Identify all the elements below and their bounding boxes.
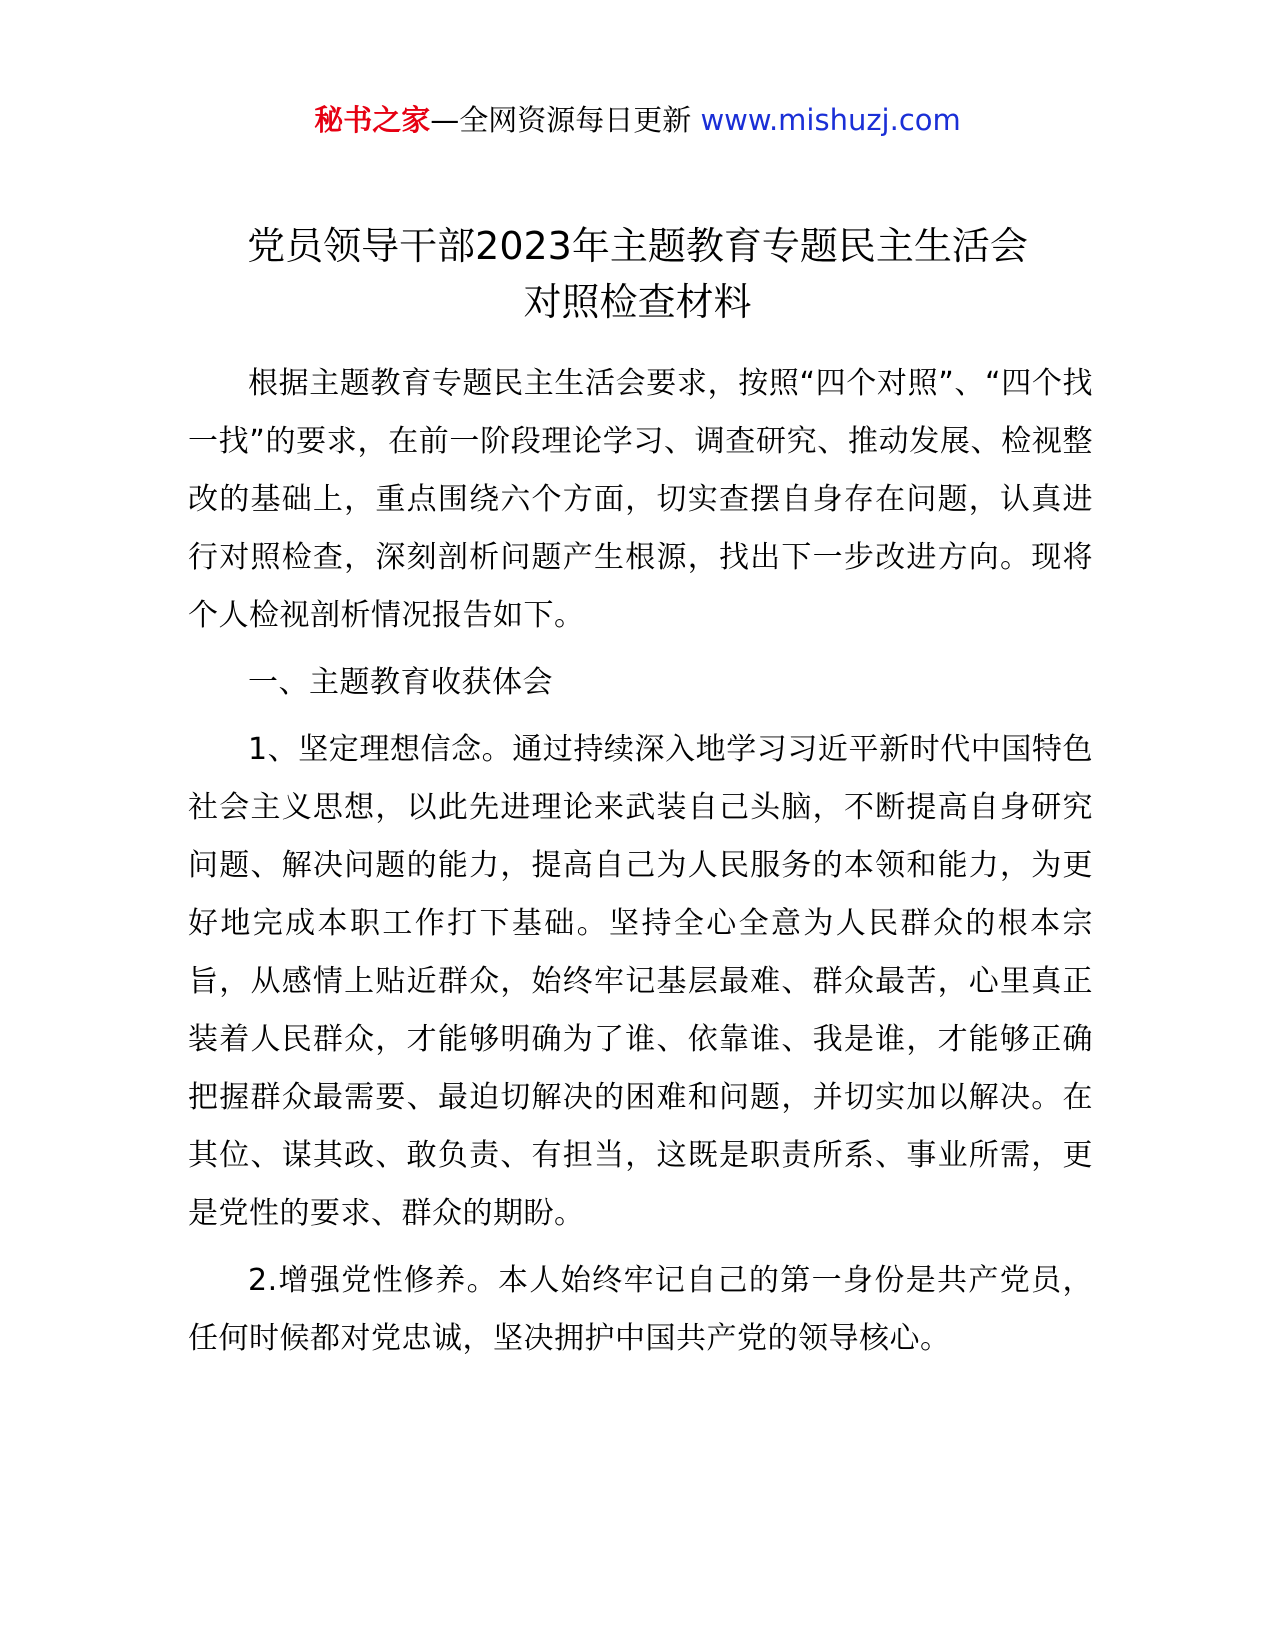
document-title xyxy=(150,218,1125,330)
document-body xyxy=(188,355,1093,1368)
site-slogan: —全网资源每日更新 xyxy=(430,103,701,137)
section-heading: 一、主题教育收获体会 xyxy=(248,665,553,700)
document-title-line-2: 对照检查材料 xyxy=(523,280,752,324)
site-url-link[interactable]: www.mishuzj.com xyxy=(700,103,961,137)
site-header xyxy=(0,98,1275,142)
body-paragraph: 2.增强党性修养。本人始终牢记自己的第一身份是共产党员，任何时候都对党忠诚，坚决拥护中国共产党的领导核心。 xyxy=(188,1263,1093,1356)
document-title-line-1: 党员领导干部2023年主题教育专题民主生活会 xyxy=(247,224,1028,268)
intro-paragraph: 根据主题教育专题民主生活会要求，按照“四个对照”、“四个找一找”的要求，在前一阶段理论学习、调查研究、推动发展、检视整改的基础上，重点围绕六个方面，切实查摆自身存在问题，认真进行对照检查，深刻剖析问题产生根源，找出下一步改进方向。现将个人检视剖析情况报告如下。 xyxy=(188,366,1093,633)
site-brand: 秘书之家 xyxy=(314,103,431,137)
body-paragraph: 1、坚定理想信念。通过持续深入地学习习近平新时代中国特色社会主义思想，以此先进理论来武装自己头脑，不断提高自身研究问题、解决问题的能力，提高自己为人民服务的本领和能力，为更好地完成本职工作打下基础。坚持全心全意为人民群众的根本宗旨，从感情上贴近群众，始终牢记基层最难、群众最苦，心里真正装着人民群众，才能够明确为了谁、依靠谁、我是谁，才能够正确把握群众最需要、最迫切解决的困难和问题，并切实加以解决。在其位、谋其政、敢负责、有担当，这既是职责所系、事业所需，更是党性的要求、群众的期盼。 xyxy=(188,732,1093,1231)
